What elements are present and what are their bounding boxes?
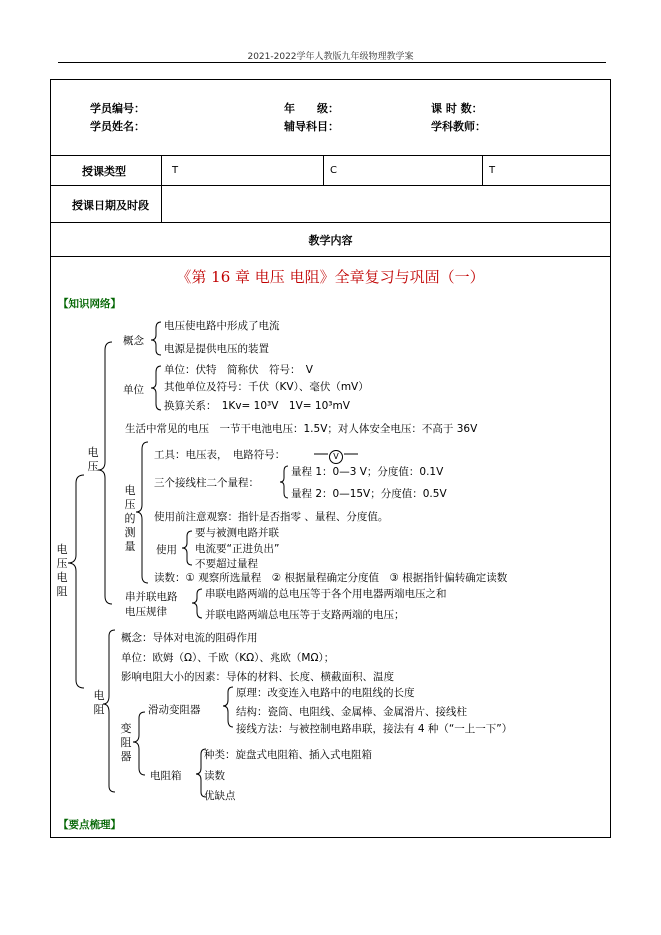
sliding-item: 原理：改变连入电路中的电阻线的长度 — [236, 687, 415, 699]
law-item: 串联电路两端的总电压等于各个用电器两端电压之和 — [205, 588, 447, 600]
content-header: 教学内容 — [308, 234, 353, 247]
lesson-date-label: 授课日期及时段 — [72, 199, 149, 212]
law-item: 并联电路两端总电压等于支路两端的电压； — [205, 609, 405, 621]
node-concept: 概念 — [123, 335, 144, 347]
lesson-type-cell: T — [172, 165, 179, 176]
resistance-concept: 概念：导体对电流的阻碍作用 — [121, 632, 258, 644]
use-item: 要与被测电路并联 — [195, 527, 279, 539]
chapter-title: 《第 16 章 电压 电阻》全章复习与巩固（一） — [176, 268, 485, 286]
grade-label: 年 级： — [284, 102, 339, 115]
reading-steps: 读数：① 观察所选量程 ② 根据量程确定分度值 ③ 根据指针偏转确定读数 — [154, 572, 508, 584]
node-use: 使用 — [156, 544, 177, 556]
voltmeter-symbol-icon — [329, 446, 343, 465]
sliding-item: 接线方法：与被控制电路串联，接法有 4 种（“一上一下”） — [236, 723, 513, 735]
observe-note: 使用前注意观察：指针是否指零 、量程、分度值。 — [154, 511, 389, 523]
sliding-item: 结构：瓷筒、电阻线、金属棒、金属滑片、接线柱 — [236, 706, 467, 718]
concept-item: 电压使电路中形成了电流 — [164, 320, 280, 332]
resistance-factors: 影响电阻大小的因素：导体的材料、长度、横截面积、温度 — [121, 671, 394, 683]
unit-item: 其他单位及符号：千伏（KV）、毫伏（mV） — [164, 381, 369, 393]
common-voltages: 生活中常见的电压 一节干电池电压：1.5V；对人体安全电压：不高于 36V — [125, 423, 478, 435]
unit-item: 单位：伏特 简称伏 符号： V — [164, 364, 313, 376]
terminals-ranges: 三个接线柱二个量程： — [154, 477, 259, 489]
section-key-points: 【要点梳理】 — [58, 819, 121, 831]
node-rheostat: 变阻器 — [120, 722, 132, 763]
node-unit: 单位 — [123, 384, 144, 396]
box-item: 优缺点 — [204, 790, 236, 802]
measure-tool: 工具：电压表， 电路符号： — [154, 449, 286, 461]
range-item: 量程 2：0—15V；分度值：0.5V — [291, 488, 447, 500]
page-header: 2021-2022学年人教版九年级物理教学案 — [247, 52, 414, 62]
tutor-subject-label: 辅导科目： — [284, 120, 339, 133]
lesson-type-label: 授课类型 — [82, 165, 126, 178]
use-item: 不要超过量程 — [195, 558, 258, 570]
teacher-label: 学科教师： — [431, 120, 486, 133]
node-voltage: 电压 — [87, 446, 99, 473]
box-item: 读数 — [204, 770, 225, 782]
unit-item: 换算关系： 1Kv= 10³V 1V= 10³mV — [164, 400, 350, 412]
student-name-label: 学员姓名： — [90, 120, 145, 133]
node-law: 串并联电路 — [125, 591, 178, 603]
node-resistance: 电阻 — [93, 689, 105, 716]
range-item: 量程 1：0—3 V；分度值：0.1V — [291, 466, 444, 478]
lessons-label: 课 时 数： — [431, 102, 483, 115]
map-root: 电压 电阻 — [56, 543, 68, 598]
resistance-unit: 单位：欧姆（Ω）、千欧（KΩ）、兆欧（MΩ）； — [121, 652, 335, 664]
concept-item: 电源是提供电压的装置 — [164, 343, 269, 355]
section-knowledge-network: 【知识网络】 — [58, 298, 121, 310]
node-resistance-box: 电阻箱 — [150, 770, 182, 782]
node-law: 电压规律 — [125, 606, 167, 618]
student-id-label: 学员编号： — [90, 102, 145, 115]
node-sliding-rheostat: 滑动变阻器 — [148, 704, 201, 716]
lesson-type-cell: T — [489, 165, 496, 176]
node-measure: 电压的测量 — [124, 484, 136, 553]
lesson-type-cell: C — [330, 165, 337, 176]
box-item: 种类：旋盘式电阻箱、插入式电阻箱 — [204, 749, 372, 761]
use-item: 电流要“正进负出” — [195, 543, 280, 555]
voltmeter-symbol: V — [329, 450, 343, 464]
